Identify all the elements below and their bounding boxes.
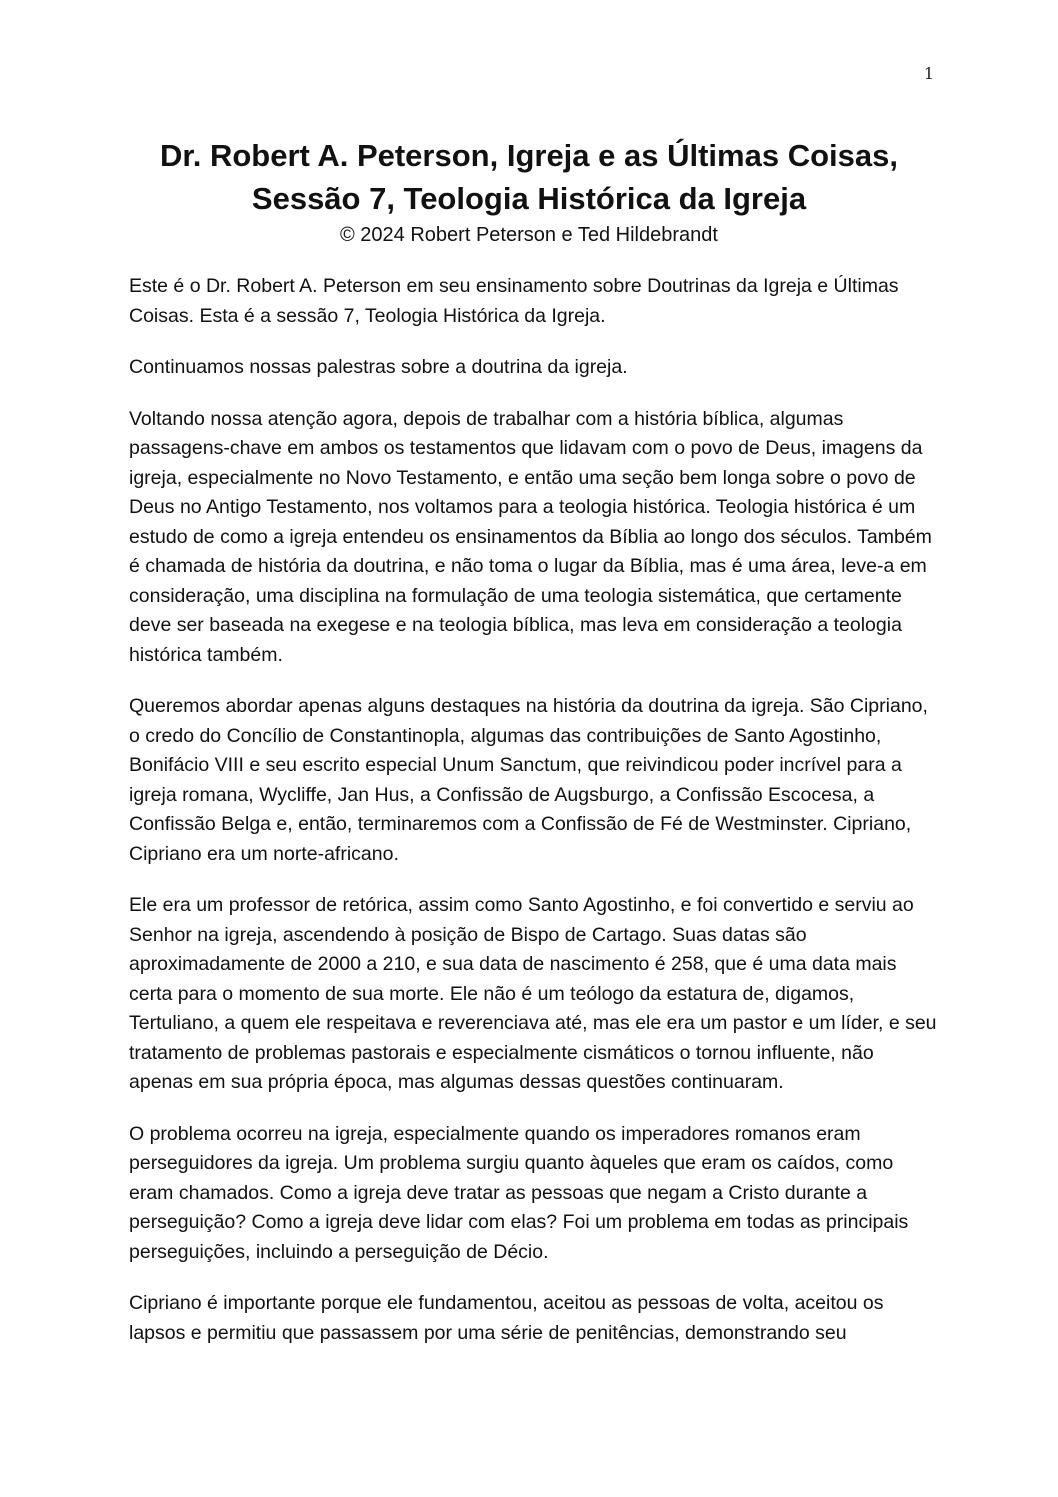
paragraph: O problema ocorreu na igreja, especialmente quando os imperadores romanos eram perseguidores da igreja. Um problema surgiu quanto àqueles que eram os caídos, como eram chamados. Como a igreja deve tratar as pessoas que negam a Cristo durante a perseguição? Como a igreja deve lidar com elas? Foi um problema em todas as principais perseguições, incluindo a perseguição de Décio. (129, 1122, 909, 1263)
document-body (129, 272, 939, 1370)
title-line-1: Dr. Robert A. Peterson, Igreja e as Últimas Coisas, (160, 138, 898, 173)
paragraph: Continuamos nossas palestras sobre a doutrina da igreja. (129, 356, 628, 378)
copyright-line: © 2024 Robert Peterson e Ted Hildebrandt (340, 224, 718, 246)
page-number: 1 (923, 64, 934, 83)
title-line-2: Sessão 7, Teologia Histórica da Igreja (251, 181, 807, 216)
paragraph: Este é o Dr. Robert A. Peterson em seu ensinamento sobre Doutrinas da Igreja e Últimas Coisas. Esta é a sessão 7, Teologia Histórica da Igreja. (129, 275, 899, 327)
document-title (100, 134, 958, 220)
paragraph: Cipriano é importante porque ele fundamentou, aceitou as pessoas de volta, aceitou os lapsos e permitiu que passassem por uma série de penitências, demonstrando seu (129, 1292, 884, 1344)
paragraph: Ele era um professor de retórica, assim como Santo Agostinho, e foi convertido e serviu ao Senhor na igreja, ascendendo à posição de Bispo de Cartago. Suas datas são aproximadamente de 2000 a 210, e sua data de nascimento é 258, que é uma data mais certa para o momento de sua morte. Ele não é um teólogo da estatura de, digamos, Tertuliano, a quem ele respeitava e reverenciava até, mas ele era um pastor e um líder, e seu tratamento de problemas pastorais e especialmente cismáticos o tornou influente, não apenas em sua própria época, mas algumas dessas questões continuaram. (129, 894, 937, 1093)
paragraph: Voltando nossa atenção agora, depois de trabalhar com a história bíblica, algumas passagens-chave em ambos os testamentos que lidavam com o povo de Deus, imagens da igreja, especialmente no Novo Testamento, e então uma seção bem longa sobre o povo de Deus no Antigo Testamento, nos voltamos para a teologia histórica. Teologia histórica é um estudo de como a igreja entendeu os ensinamentos da Bíblia ao longo dos séculos. Também é chamada de história da doutrina, e não toma o lugar da Bíblia, mas é uma área, leve-a em consideração, uma disciplina na formulação de uma teologia sistemática, que certamente deve ser baseada na exegese e na teologia bíblica, mas leva em consideração a teologia histórica também. (129, 407, 932, 666)
paragraph: Queremos abordar apenas alguns destaques na história da doutrina da igreja. São Cipriano, o credo do Concílio de Constantinopla, algumas das contribuições de Santo Agostinho, Bonifácio VIII e seu escrito especial Unum Sanctum, que reivindicou poder incrível para a igreja romana, Wycliffe, Jan Hus, a Confissão de Augsburgo, a Confissão Escocesa, a Confissão Belga e, então, terminaremos com a Confissão de Fé de Westminster. Cipriano, Cipriano era um norte-africano. (129, 695, 928, 865)
